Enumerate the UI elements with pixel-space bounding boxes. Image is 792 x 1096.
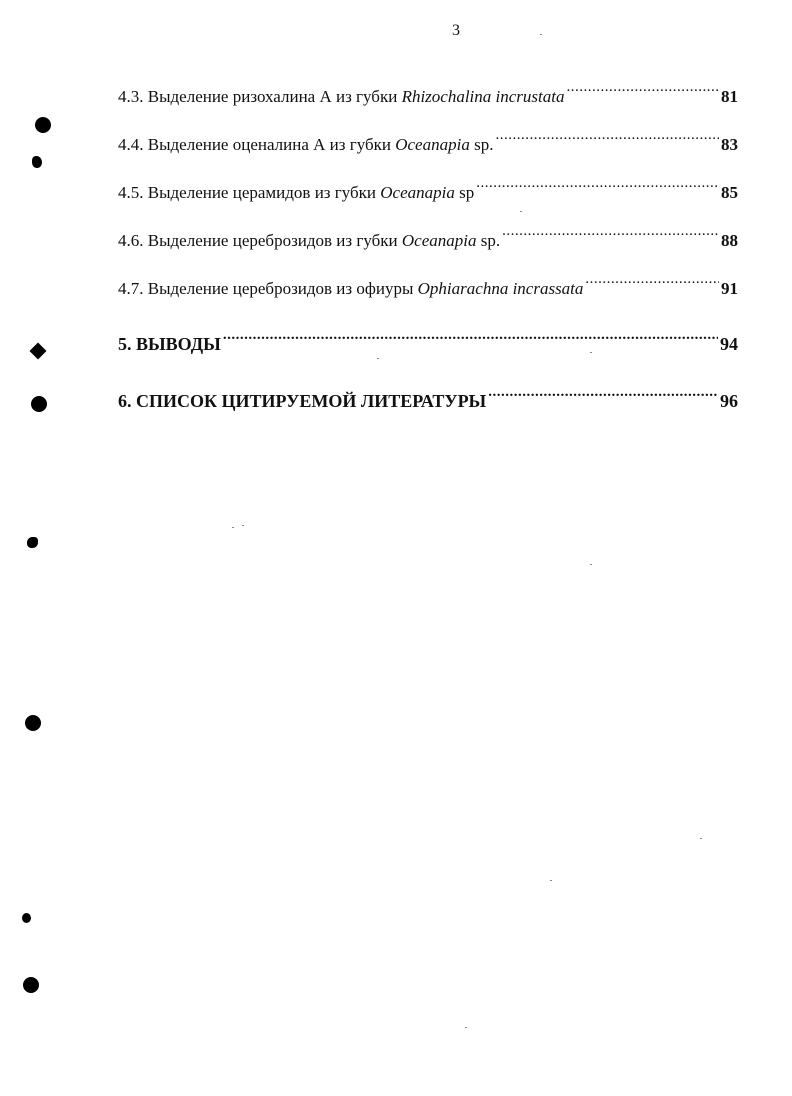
ink-blot-mark [32, 156, 42, 168]
toc-entry-title: 4.7. Выделение цереброзидов из офиуры Ophiarachna incrassata [118, 279, 584, 298]
dot-leader [502, 224, 719, 246]
page-number: 3 [452, 22, 460, 39]
toc-entry-title: 4.6. Выделение цереброзидов из губки Oceanapia sp. [118, 231, 501, 250]
dot-leader [488, 385, 718, 407]
dot-leader [566, 80, 719, 102]
toc-entry-page: 94 [720, 334, 738, 354]
toc-entry-4-4[interactable] [118, 128, 738, 156]
ink-blot-mark [30, 343, 47, 360]
toc-entry-title: 4.4. Выделение оценалина А из губки Oceanapia sp. [118, 135, 494, 154]
scan-speck [540, 34, 542, 35]
toc-entry-page: 81 [721, 87, 738, 106]
scan-speck [520, 211, 522, 212]
dot-leader [476, 176, 719, 198]
toc-entry-page: 85 [721, 183, 738, 202]
toc-entry-4-3[interactable] [118, 80, 738, 108]
toc-entry-title: 4.3. Выделение ризохалина А из губки Rhizochalina incrustata [118, 87, 565, 106]
toc-entry-title: 5. ВЫВОДЫ [118, 334, 221, 354]
toc-entry-conclusions[interactable] [118, 328, 738, 355]
dot-leader [495, 128, 719, 150]
scan-speck [550, 880, 552, 881]
scan-speck [242, 525, 244, 526]
scan-speck [465, 1027, 467, 1028]
toc-entry-page: 83 [721, 135, 738, 154]
scan-speck [377, 358, 379, 359]
scan-speck [590, 564, 592, 565]
toc-entry-title: 6. СПИСОК ЦИТИРУЕМОЙ ЛИТЕРАТУРЫ [118, 391, 487, 411]
toc-entry-title: 4.5. Выделение церамидов из губки Oceanapia sp [118, 183, 475, 202]
toc-entry-4-5[interactable] [118, 176, 738, 204]
dot-leader [223, 328, 718, 350]
toc-entry-4-7[interactable] [118, 272, 738, 300]
toc-entry-page: 96 [720, 391, 738, 411]
toc-entry-references[interactable] [118, 385, 738, 412]
dot-leader [585, 272, 719, 294]
toc-entry-page: 88 [721, 231, 738, 250]
punch-hole-mark [31, 396, 47, 412]
toc-entry-4-6[interactable] [118, 224, 738, 252]
punch-hole-mark [25, 715, 41, 731]
ink-blot-mark [22, 913, 31, 923]
ink-blot-mark [27, 537, 38, 548]
scan-speck [700, 838, 702, 839]
punch-hole-mark [35, 117, 51, 133]
toc-entry-page: 91 [721, 279, 738, 298]
scan-speck [590, 352, 592, 353]
punch-hole-mark [23, 977, 39, 993]
scan-speck [232, 527, 234, 528]
